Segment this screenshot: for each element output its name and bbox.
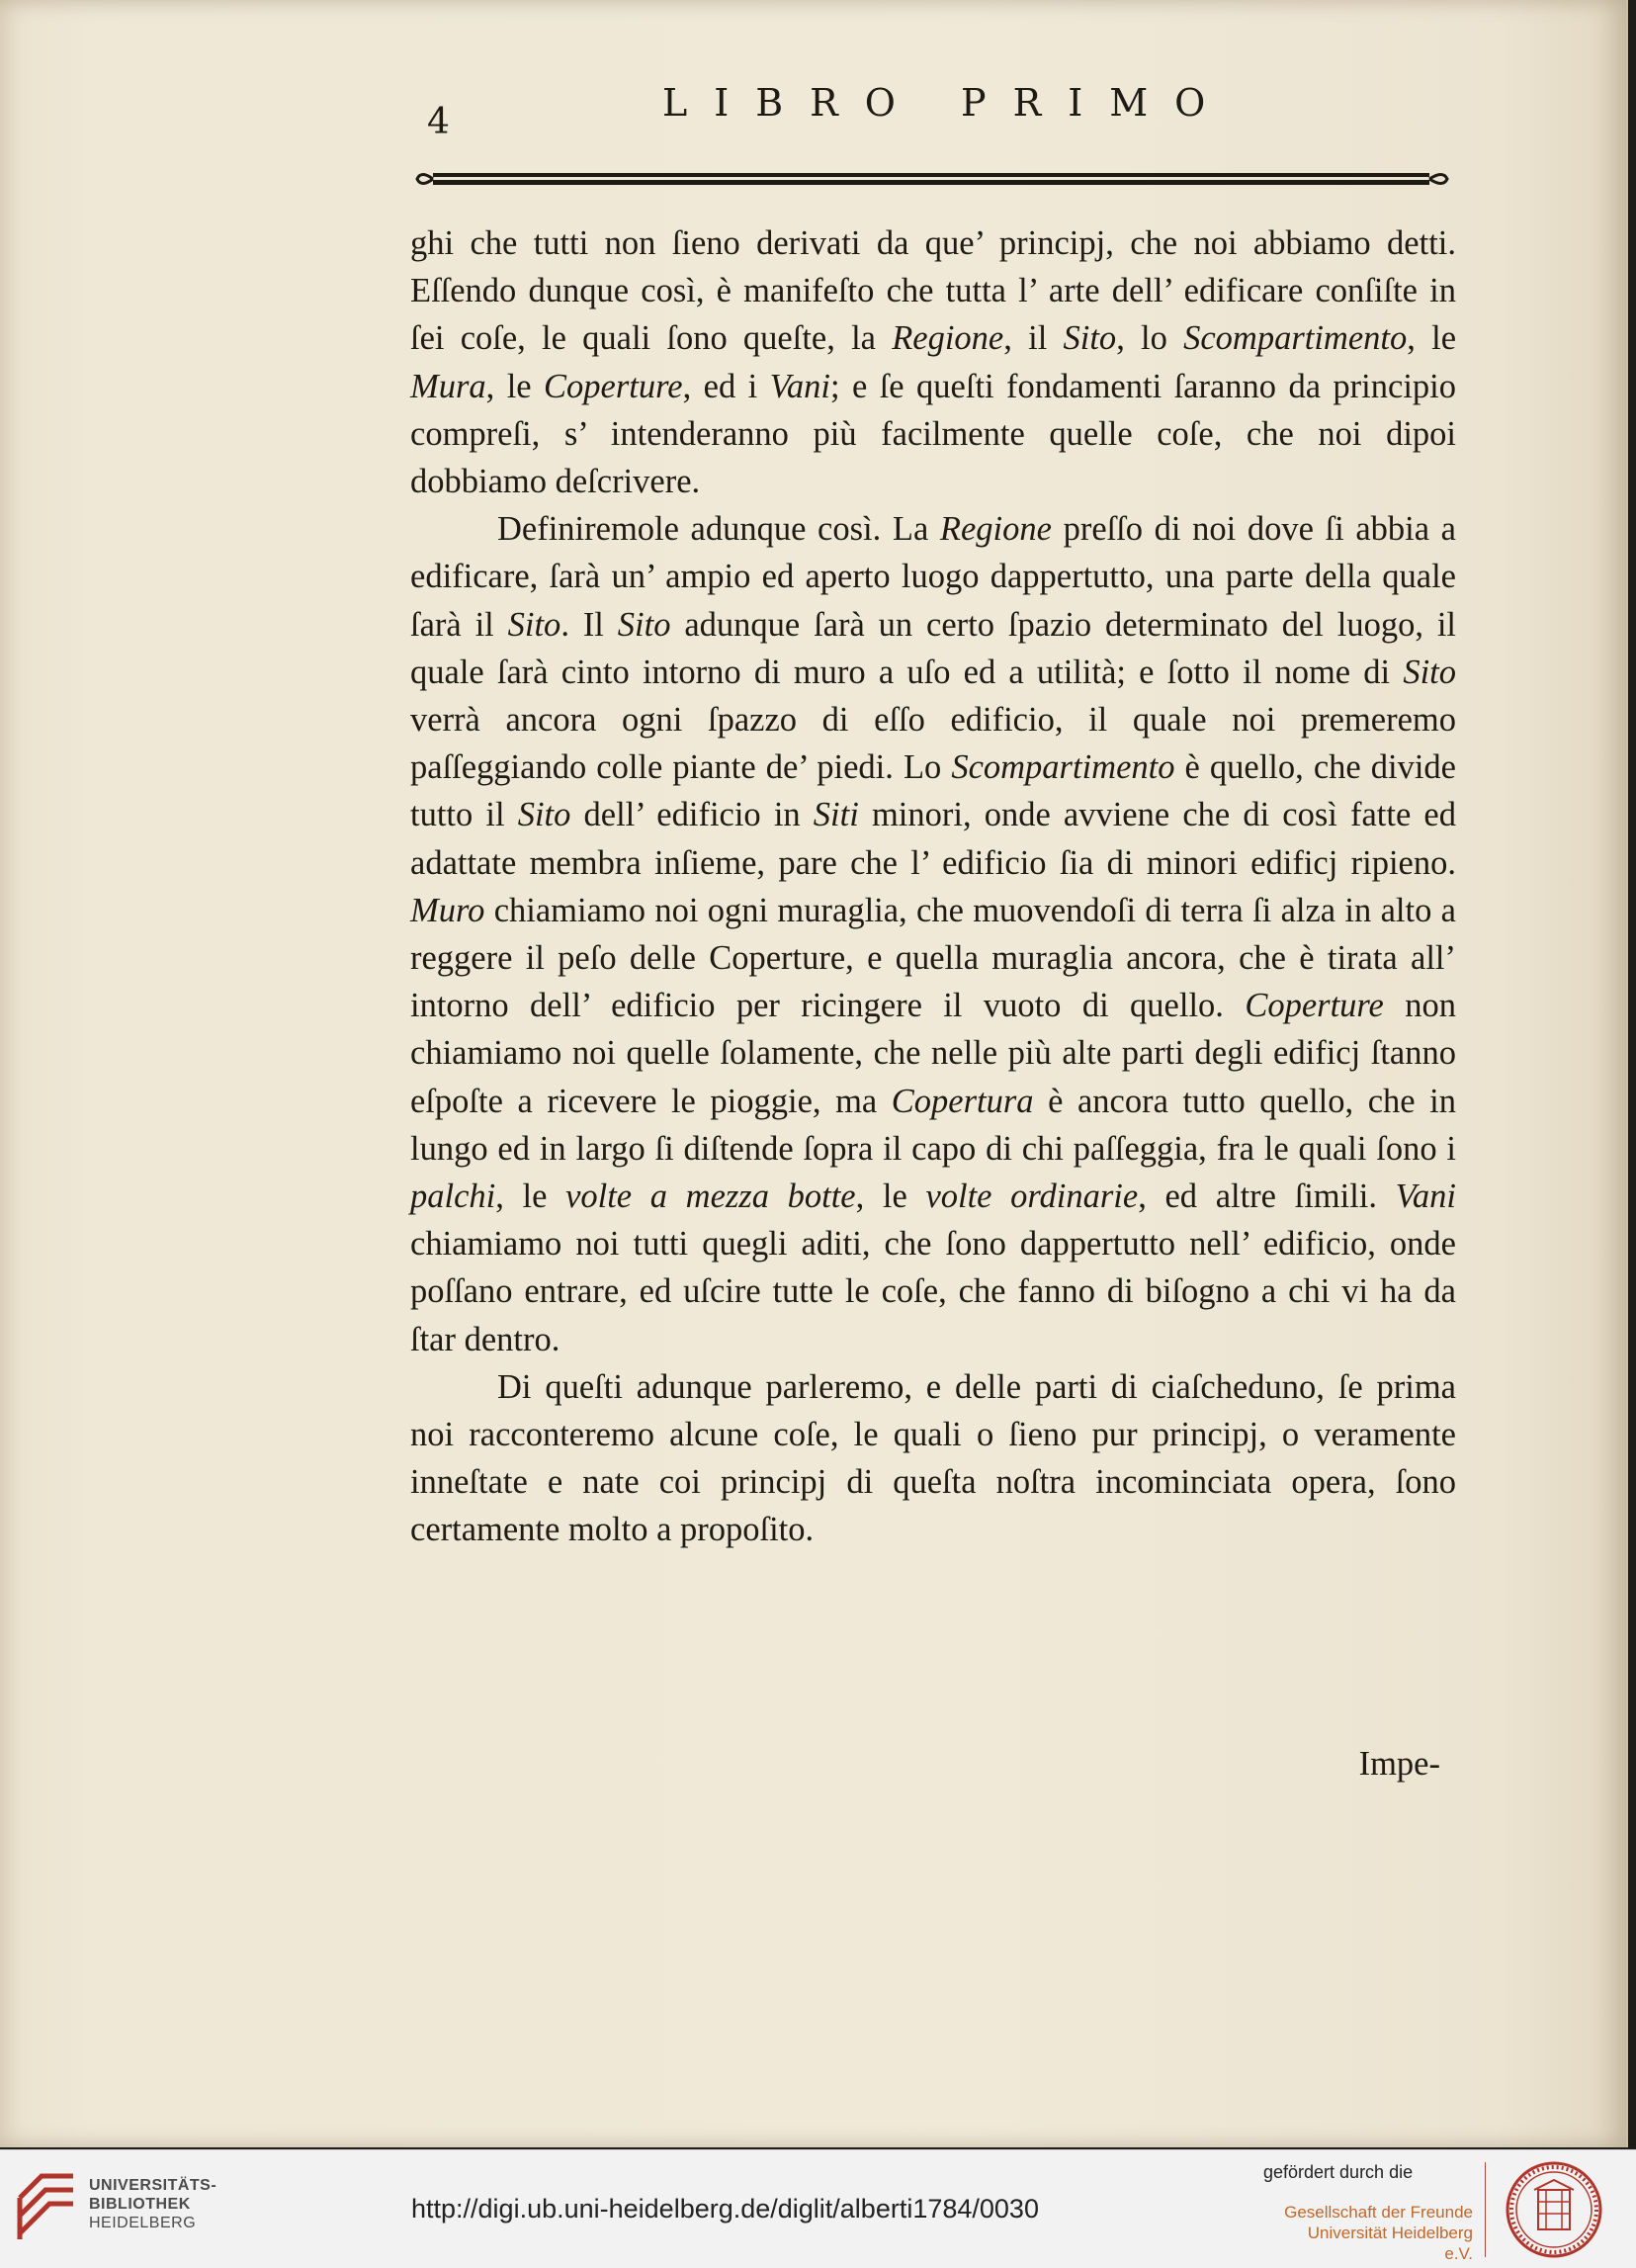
catchword: Impe- xyxy=(1358,1745,1440,1783)
paragraph xyxy=(410,1363,1456,1554)
text-run: ghi che tutti non ſieno derivati da que’ principj, che noi abbiamo detti. Eſſendo dunque così, è manifeſto che tutta l’ arte dell’ edificare conſiſte in ſei coſe, le quali ſono queſte, la xyxy=(410,224,1456,358)
text-run: preſſo di noi dove ſi abbia a edificare, ſarà un’ ampio ed aperto luogo dappertutto, una parte della quale ſarà il xyxy=(410,510,1456,644)
italic-term: Sito xyxy=(517,796,571,834)
italic-term: volte ordinarie xyxy=(925,1178,1139,1216)
sponsor-name[interactable] xyxy=(1275,2202,1473,2264)
library-logo-icon[interactable] xyxy=(16,2172,77,2243)
text-run: , ed altre ſimili. xyxy=(1138,1178,1396,1216)
italic-term: Sito xyxy=(617,605,671,644)
italic-term: Siti xyxy=(813,796,859,834)
paragraph xyxy=(410,505,1456,1363)
footer-bar xyxy=(0,2149,1636,2268)
italic-term: Scompartimento xyxy=(1183,319,1408,358)
italic-term: Vani xyxy=(769,367,830,405)
italic-term: Sito xyxy=(1063,319,1117,358)
italic-term: Regione xyxy=(892,319,1004,358)
running-head: LIBRO PRIMO xyxy=(662,81,1233,125)
text-run: chiamiamo noi ogni muraglia, che muovendoſi di terra ſi alza in alto a reggere il peſo delle Coperture, e quella muraglia ancora, che è tirata all’ intorno dell’ edificio per ricingere il vuoto di quello. xyxy=(410,891,1456,1025)
sponsor-intro: gefördert durch die xyxy=(1263,2162,1414,2182)
body-text xyxy=(410,219,1456,1554)
italic-term: Coperture xyxy=(1245,987,1384,1025)
sponsor-divider xyxy=(1485,2162,1486,2257)
text-run: è ancora tutto quello, che in lungo ed in largo ſi diſtende ſopra il capo di chi paſſeggia, fra le quali ſono i xyxy=(410,1082,1456,1168)
text-run: ; e ſe queſti fondamenti ſaranno da principio compreſi, s’ intenderanno più facilmente quelle coſe, che noi dipoi dobbiamo deſcrivere. xyxy=(410,367,1456,501)
italic-term: Sito xyxy=(1403,653,1456,691)
text-run: minori, onde avviene che di così fatte ed adattate membra inſieme, pare che l’ edificio ſia di minori edificj ripieno. xyxy=(410,796,1456,882)
text-run: verrà ancora ogni ſpazzo di eſſo edificio, il quale noi premeremo paſſeggiando colle piante de’ piedi. Lo xyxy=(410,701,1456,787)
text-run: Definiremole adunque così. La xyxy=(497,510,940,549)
text-run: , le xyxy=(495,1178,566,1216)
library-name xyxy=(89,2176,216,2232)
italic-term: Coperture xyxy=(544,367,683,405)
text-run: . Il xyxy=(560,605,618,644)
italic-term: Mura xyxy=(410,367,486,405)
library-name-line-3: HEIDELBERG xyxy=(89,2215,197,2231)
library-name-line-1: UNIVERSITÄTS- xyxy=(89,2177,217,2194)
text-run: chiamiamo noi tutti quegli aditi, che ſono dappertutto nell’ edificio, onde poſſano entrare, ed uſcire tutte le coſe, che fanno di biſogno a chi vi ha da ſtar dentro. xyxy=(410,1225,1456,1358)
text-run: Di queſti adunque parleremo, e delle parti di ciaſcheduno, ſe prima noi racconteremo alcune coſe, le quali o ſieno pur principj, o veramente inneſtate e nate coi principj di queſta noſtra incominciata opera, ſono certamente molto a propoſito. xyxy=(410,1367,1456,1549)
italic-term: volte a mezza botte xyxy=(565,1178,856,1216)
text-run: , lo xyxy=(1116,319,1184,358)
sponsor-name-line-2: Universität Heidelberg e.V. xyxy=(1307,2224,1473,2263)
text-run: non chiamiamo noi quelle ſolamente, che nelle più alte parti degli edificj ſtanno eſpoſte a ricevere le pioggie, ma xyxy=(410,987,1457,1120)
italic-term: Copertura xyxy=(891,1082,1034,1120)
sponsor-name-line-1: Gesellschaft der Freunde xyxy=(1284,2203,1473,2222)
text-run: , le xyxy=(1407,319,1457,358)
page-number: 4 xyxy=(427,102,450,142)
italic-term: Sito xyxy=(507,605,561,644)
text-run: dell’ edificio in xyxy=(570,796,814,834)
text-run: , le xyxy=(485,367,545,405)
italic-term: Scompartimento xyxy=(951,748,1175,787)
university-seal-icon xyxy=(1505,2160,1603,2259)
text-run: è quello, che divide tutto il xyxy=(410,748,1456,834)
text-run: , il xyxy=(1003,319,1064,358)
italic-term: Muro xyxy=(410,891,485,929)
italic-term: Vani xyxy=(1395,1178,1456,1216)
italic-term: Regione xyxy=(939,510,1052,549)
source-url[interactable]: http://digi.ub.uni-heidelberg.de/diglit/alberti1784/0030 xyxy=(411,2194,1039,2224)
text-run: adunque ſarà un certo ſpazio determinato del luogo, il quale ſarà cinto intorno di muro a uſo ed a utilità; e ſotto il nome di xyxy=(410,605,1456,691)
italic-term: palchi xyxy=(410,1178,496,1216)
text-run: , le xyxy=(855,1178,926,1216)
text-run: , ed i xyxy=(682,367,770,405)
ornamental-rule xyxy=(415,164,1449,194)
paragraph xyxy=(410,219,1456,505)
library-name-line-2: BIBLIOTHEK xyxy=(89,2196,191,2213)
